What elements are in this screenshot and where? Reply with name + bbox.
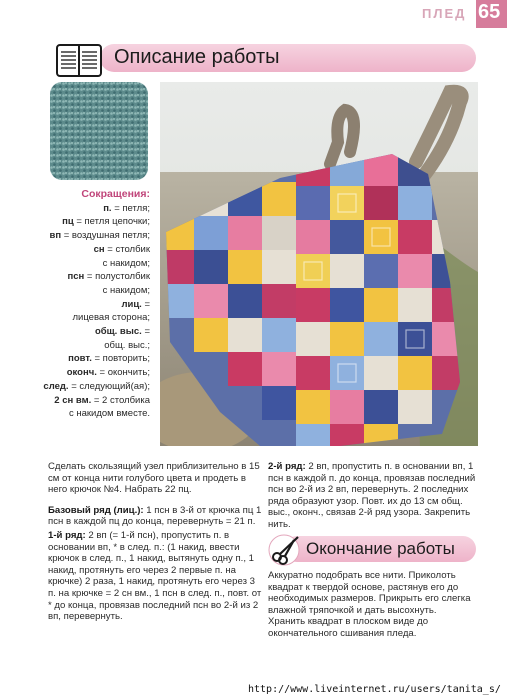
abbr-line: псн = полустолбик — [67, 271, 150, 283]
instructions-right-column — [268, 461, 476, 540]
book-icon — [56, 42, 102, 78]
abbr-line: сн = столбик — [93, 243, 150, 255]
scissors-icon — [268, 534, 302, 566]
abbr-line: общ. выс.; — [104, 339, 150, 351]
instructions-left-column — [48, 461, 262, 632]
swatch-photo — [50, 82, 148, 180]
finish-title: Окончание работы — [306, 539, 455, 558]
abbr-line: пц = петля цепочки; — [62, 216, 150, 228]
row2-paragraph: 2-й ряд: 2 вп, пропустить п. в основании вп, 1 псн в каждой п. до конца, провязав последний псн во 2-й из 2 вп, перевернуть. 2 последних ряда образуют узор. Повт. их до 13 см общ. выс., оконч., связав 2-й ряд узора. Закрепить нить. — [268, 461, 476, 530]
finish-paragraph: Аккуратно подобрать все нити. Приколоть квадрат к твердой основе, растянув его до необходимых размеров. Прикрыть его слегка влажной тряпочкой и дать высохнуть. Хранить квадрат в плоском виде до окончательного сшивания пледа. — [268, 570, 471, 639]
abbr-line: с накидом; — [102, 284, 150, 296]
base-row-paragraph: Базовый ряд (лиц.): 1 псн в 3-й от крючка пц 1 псн в каждой пц до конца, перевернуть = 21 п. — [48, 504, 262, 528]
abbr-line: след. = следующий(ая); — [43, 380, 150, 392]
section-name: ПЛЕД — [422, 6, 467, 21]
abbr-line: п. = петля; — [103, 202, 150, 214]
abbr-line: с накидом вместе. — [68, 408, 150, 420]
abbr-line: лиц. = — [121, 298, 150, 310]
blanket-photo — [160, 82, 478, 446]
row1-paragraph: 1-й ряд: 2 вп (= 1-й псн), пропустить п. в основании вп, * в след. п.: (1 накид, ввести крючок в след. п., 1 накид, вытянуть одну п., 1 накид, протянуть его через 2 первые п. на крючке) 2 раза, 1 накид, протянуть его через 3 п. на крючке = 2 сн вм., 1 псн в след. п., повт. от * до конца, провязав последний псн во 2-й из 2 вп, перевернуть. — [48, 529, 262, 623]
abbr-line: вп = воздушная петля; — [49, 230, 150, 242]
abbreviations-list — [10, 188, 150, 421]
abbr-line: повт. = повторить; — [68, 353, 150, 365]
abbr-line: общ. выс. = — [94, 326, 150, 338]
source-url: http://www.liveinternet.ru/users/tanita_s/ — [248, 684, 501, 695]
abbr-line: оконч. = окончить; — [66, 367, 150, 379]
abbr-line: лицевая сторона; — [72, 312, 150, 324]
page-number: 65 — [478, 1, 501, 23]
intro-paragraph: Сделать скользящий узел приблизительно в 15 см от конца нити голубого цвета и продеть в него крючок №4. Набрать 22 пц. — [48, 461, 260, 496]
abbr-line: 2 сн вм. = 2 столбика — [54, 394, 150, 406]
abbreviations-title: Сокращения: — [81, 188, 150, 200]
section-title: Описание работы — [114, 46, 280, 68]
abbr-line: с накидом; — [102, 257, 150, 269]
